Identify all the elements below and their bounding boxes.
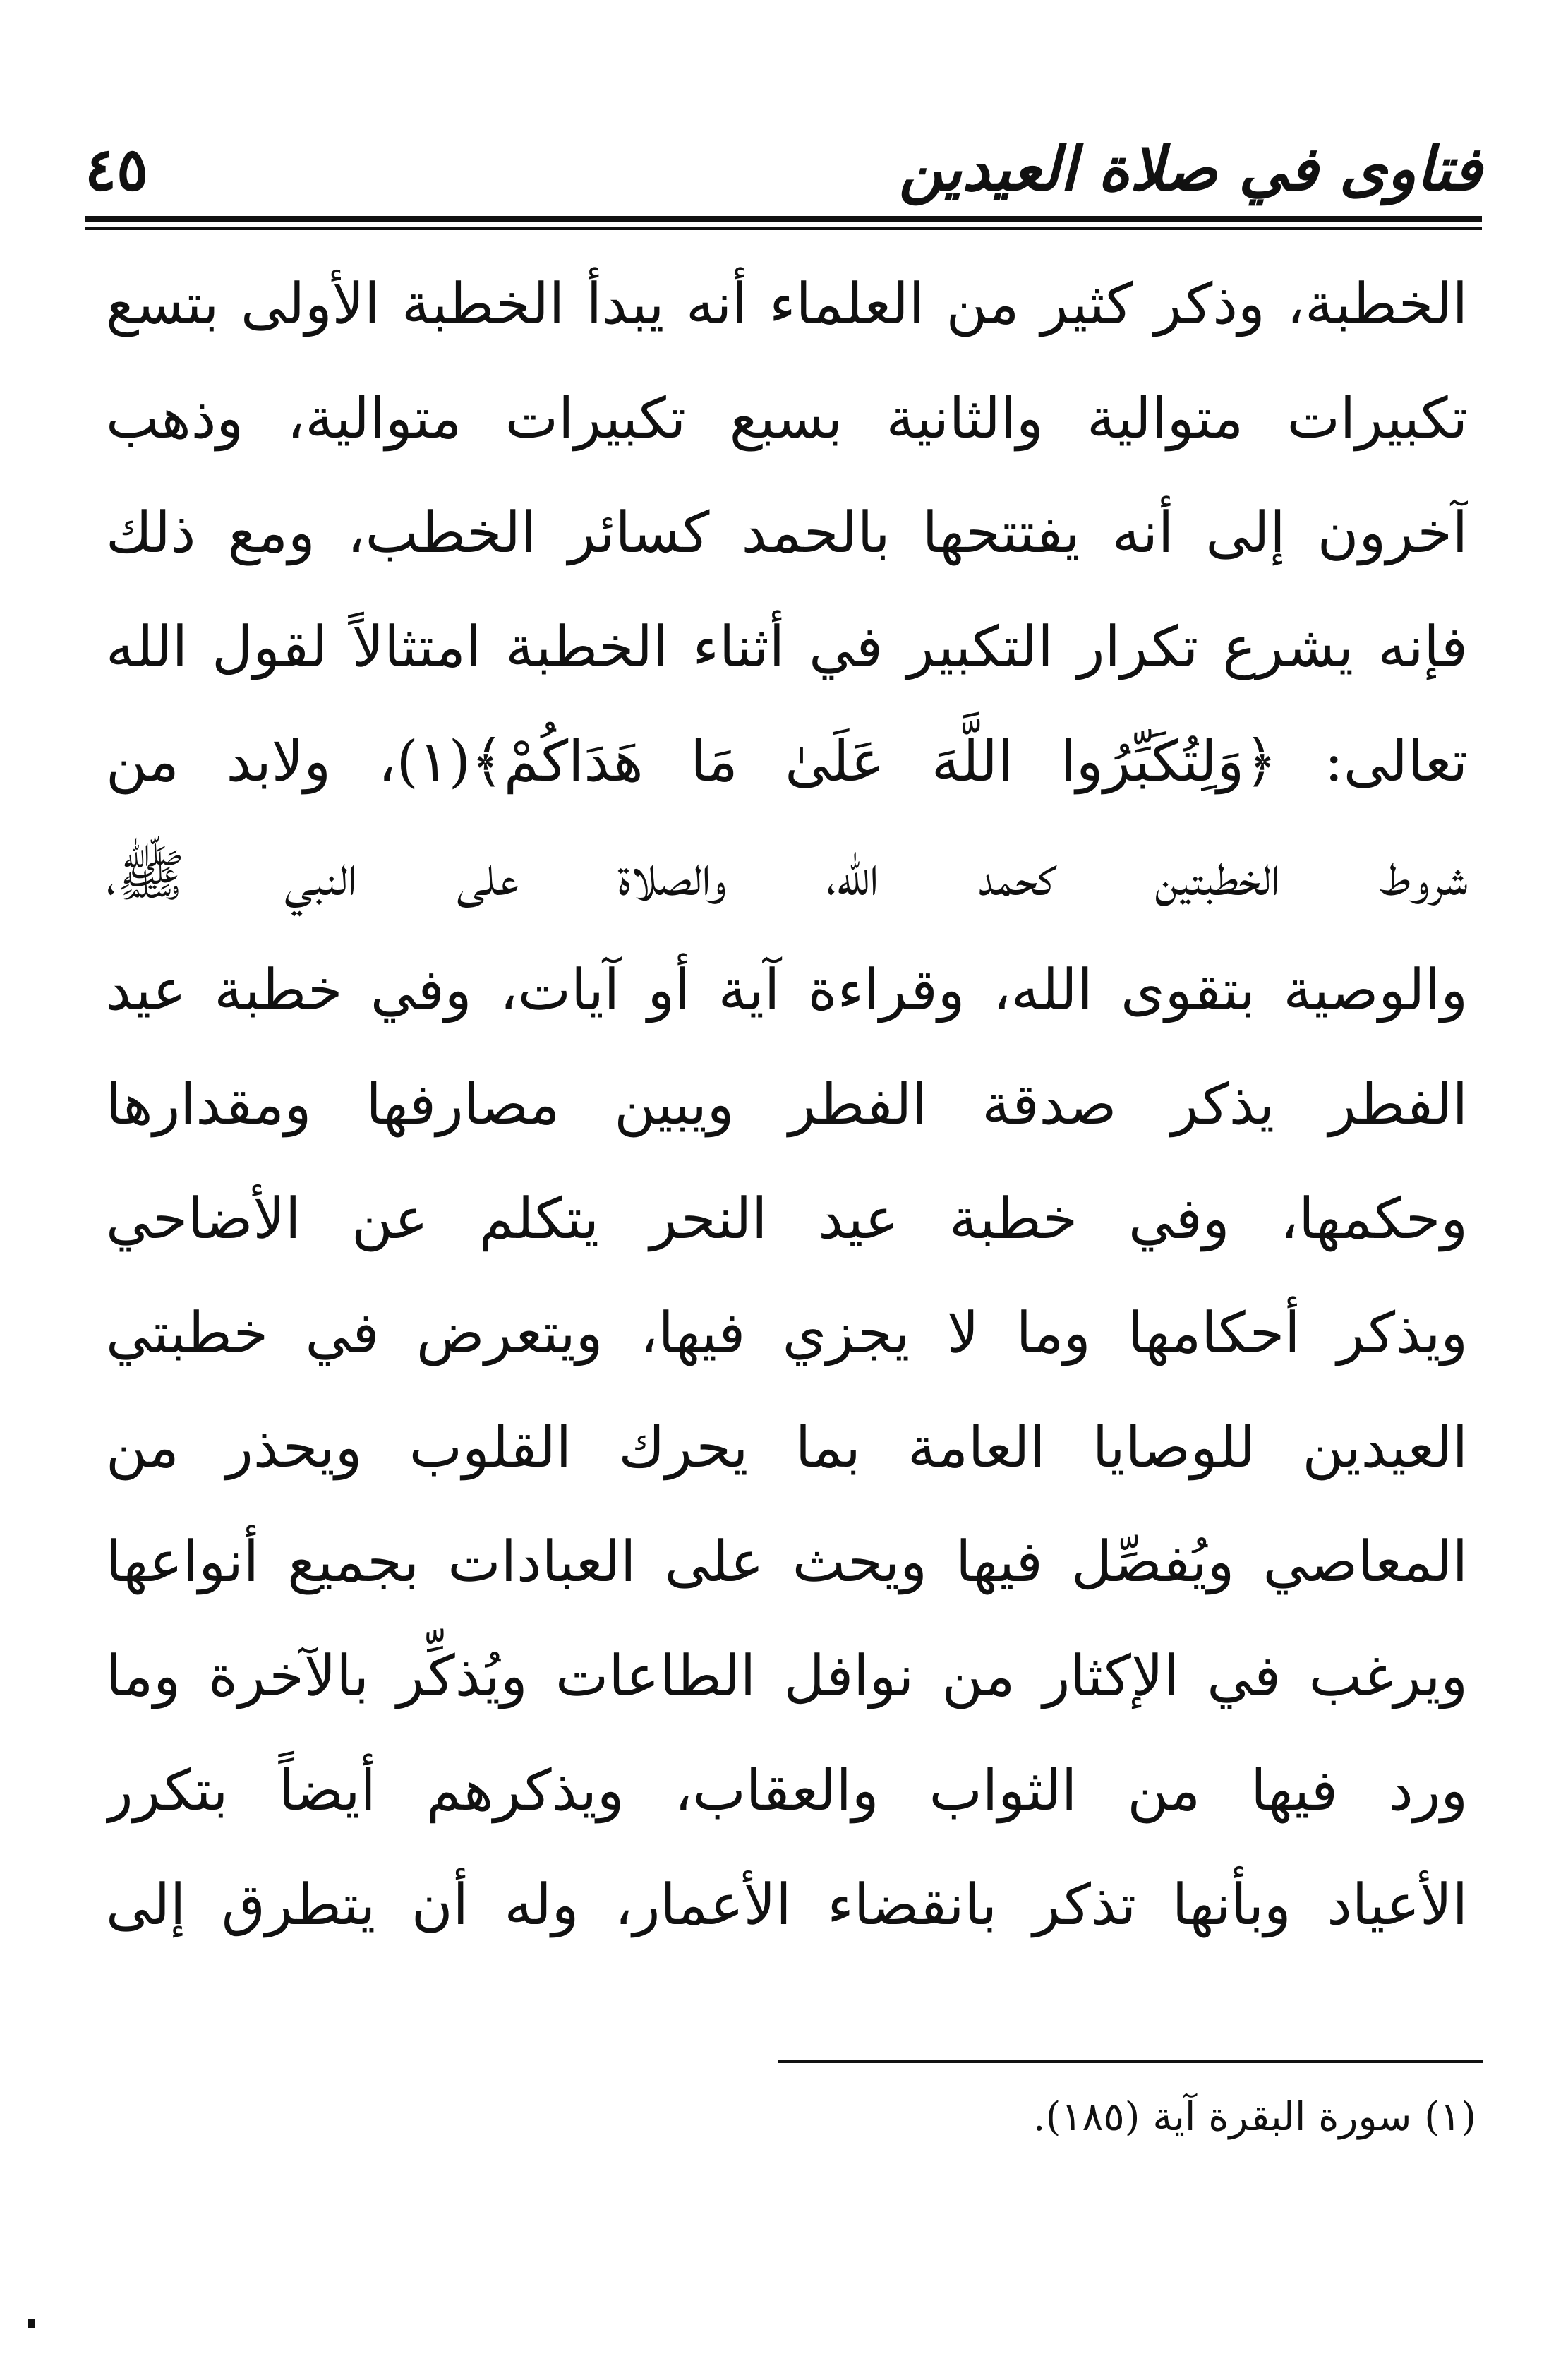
text-line: ويرغب في الإكثار من نوافل الطاعات ويُذكِّر بالآخرة وما xyxy=(106,1643,1468,1709)
header-rule-thick xyxy=(85,216,1482,222)
running-title: فتاوى في صلاة العيدين xyxy=(898,133,1482,205)
text-line: الخطبة، وذكر كثير من العلماء أنه يبدأ الخطبة الأولى بتسع xyxy=(106,271,1468,337)
text-line: ويذكر أحكامها وما لا يجزي فيها، ويتعرض في خطبتي xyxy=(106,1300,1468,1366)
text-line: الفطر يذكر صدقة الفطر ويبين مصارفها ومقدارها xyxy=(106,1071,1468,1137)
text-line: فإنه يشرع تكرار التكبير في أثناء الخطبة امتثالاً لقول الله xyxy=(106,614,1468,680)
text-line: آخرون إلى أنه يفتتحها بالحمد كسائر الخطب، ومع ذلك xyxy=(106,500,1468,565)
text-line: والوصية بتقوى الله، وقراءة آية أو آيات، وفي خطبة عيد xyxy=(106,957,1468,1023)
text-line: وحكمها، وفي خطبة عيد النحر يتكلم عن الأضاحي xyxy=(106,1186,1468,1251)
text-line: تكبيرات متوالية والثانية بسبع تكبيرات متوالية، وذهب xyxy=(106,385,1468,451)
scan-mark xyxy=(28,2319,35,2328)
page-header xyxy=(85,120,1482,219)
text-line: الأعياد وبأنها تذكر بانقضاء الأعمار، وله أن يتطرق إلى xyxy=(106,1872,1468,1937)
footnote: (١) سورة البقرة آية (١٨٥). xyxy=(1032,2094,1476,2140)
header-rule-thin xyxy=(85,227,1482,230)
text-line: ورد فيها من الثواب والعقاب، ويذكرهم أيضاً بتكرر xyxy=(106,1757,1468,1823)
main-text xyxy=(106,247,1468,1962)
text-line: تعالى: ﴿وَلِتُكَبِّرُوا اللَّهَ عَلَىٰ مَا هَدَاكُمْ﴾(١)، ولابد من xyxy=(106,728,1468,794)
footnote-separator xyxy=(778,2060,1483,2063)
text-line: المعاصي ويُفصِّل فيها ويحث على العبادات بجميع أنواعها xyxy=(106,1529,1468,1594)
page-number: ٤٥ xyxy=(85,134,149,204)
text-line: العيدين للوصايا العامة بما يحرك القلوب ويحذر من xyxy=(106,1414,1468,1480)
text-line: شروط الخطبتين كحمد الله، والصلاة على النبي ﷺ، xyxy=(106,843,1468,908)
